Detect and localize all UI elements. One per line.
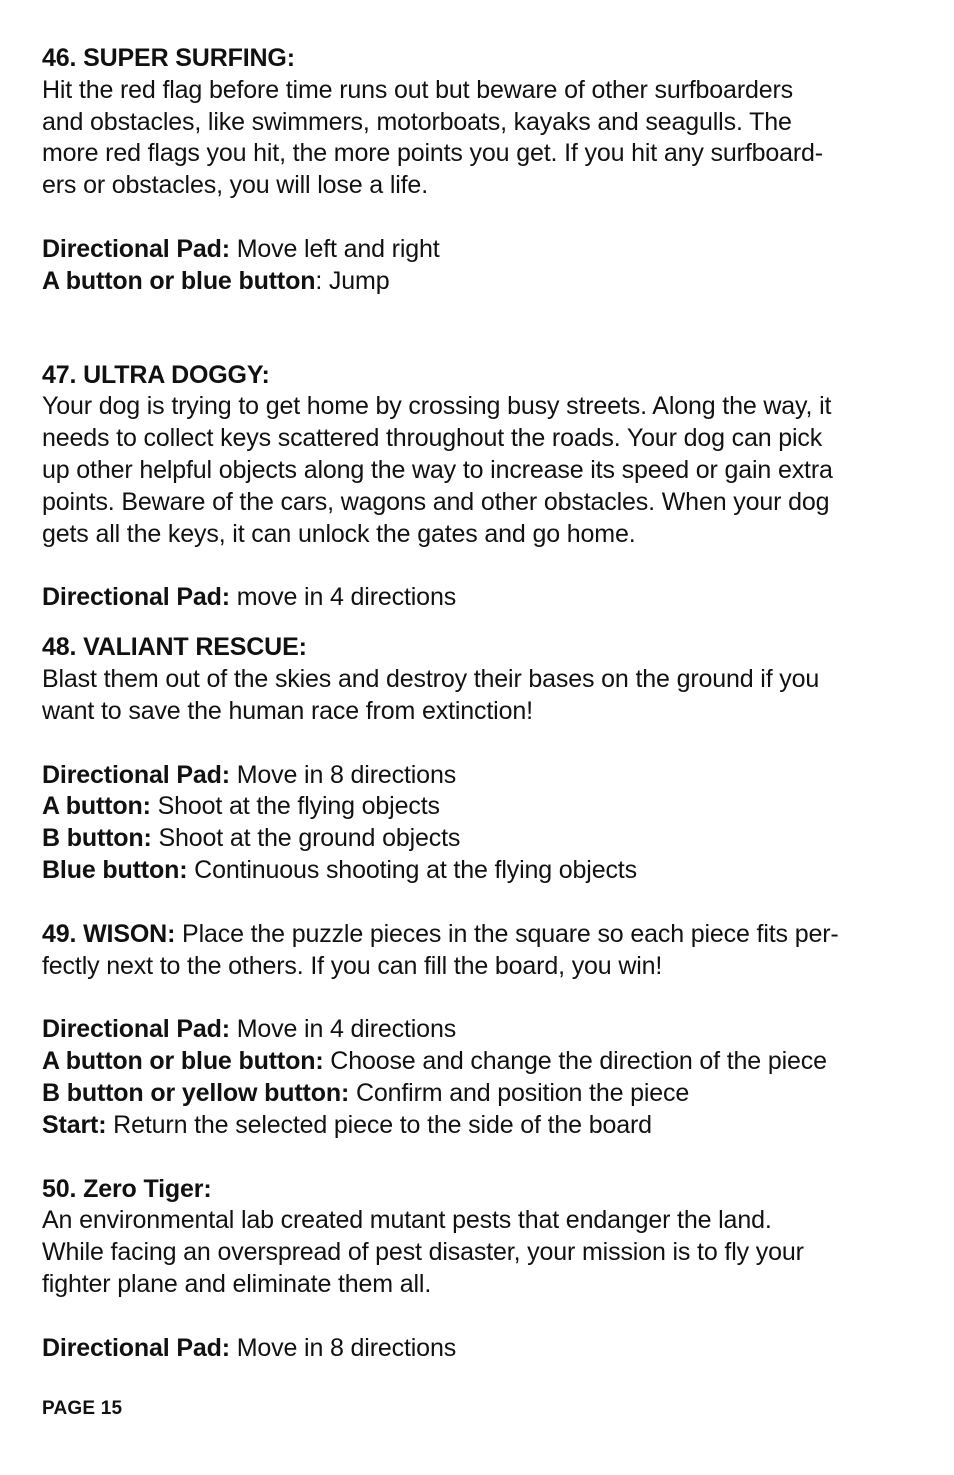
game-section-super-surfing [42,43,922,298]
description-line: Hit the red flag before time runs out but beware of other surfboarders [42,75,794,104]
description-line: Blast them out of the skies and destroy their bases on the ground if you [42,664,820,693]
control-text: move in 4 directions [229,583,457,612]
control-text: Move in 8 directions [229,1333,457,1362]
control-line [42,1333,922,1365]
description-line: While facing an overspread of pest disaster, your mission is to fly your [42,1238,804,1267]
description-line: An environmental lab created mutant pests that endanger the land. [42,1206,772,1235]
description-line [42,919,922,951]
description-line: more red flags you hit, the more points you get. If you hit any surfboard- [42,139,823,168]
game-title: 50. Zero Tiger: [42,1174,212,1203]
control-line [42,1046,922,1078]
game-title: 46. SUPER SURFING: [42,44,295,72]
control-line [42,823,922,855]
control-text: : Jump [315,266,390,295]
control-line [42,1110,922,1142]
control-label: A button or blue button [42,266,316,295]
description-text: Place the puzzle pieces in the square so each piece fits per- [175,919,839,948]
description-line: up other helpful objects along the way to increase its speed or gain extra [42,455,833,484]
control-line [42,855,922,887]
control-line [42,582,922,614]
game-section-wison [42,919,922,1142]
control-label: A button or blue button: [42,1047,324,1076]
game-title: 47. ULTRA DOGGY: [42,360,270,389]
game-section-zero-tiger [42,1174,922,1365]
control-text: Move in 4 directions [229,1015,457,1044]
description-line: gets all the keys, it can unlock the gates and go home. [42,519,636,548]
control-text: Shoot at the flying objects [150,792,440,821]
control-text: Confirm and position the piece [349,1078,690,1107]
control-label: Blue button: [42,855,188,884]
control-label: Directional Pad: [42,1333,230,1362]
description-line: points. Beware of the cars, wagons and other obstacles. When your dog [42,487,830,516]
control-text: Continuous shooting at the flying objects [187,855,637,884]
control-label: Directional Pad: [42,583,230,612]
control-label: Directional Pad: [42,760,230,789]
control-label: B button or yellow button: [42,1078,350,1107]
page-number: PAGE 15 [42,1398,123,1419]
control-line [42,791,922,823]
control-line [42,760,922,792]
description-line: Your dog is trying to get home by crossing busy streets. Along the way, it [42,392,832,421]
game-section-valiant-rescue [42,632,922,887]
description-line: fectly next to the others. If you can fill the board, you win! [42,951,663,980]
manual-page [42,43,922,1365]
control-text: Return the selected piece to the side of the board [106,1110,652,1139]
control-text: Shoot at the ground objects [151,824,461,853]
description-line: needs to collect keys scattered throughout the roads. Your dog can pick [42,424,823,453]
control-line [42,234,922,266]
control-label: Directional Pad: [42,234,230,263]
control-label: B button: [42,824,152,853]
description-line: want to save the human race from extinction! [42,696,533,725]
description-line: ers or obstacles, you will lose a life. [42,171,428,200]
game-title: 49. WISON: [42,919,176,948]
control-text: Move in 8 directions [229,760,457,789]
control-text: Choose and change the direction of the piece [323,1047,827,1076]
control-text: Move left and right [229,234,440,263]
control-line [42,1014,922,1046]
game-section-ultra-doggy [42,360,922,615]
description-line: and obstacles, like swimmers, motorboats, kayaks and seagulls. The [42,107,792,136]
control-label: Directional Pad: [42,1015,230,1044]
game-title: 48. VALIANT RESCUE: [42,633,307,662]
description-line: fighter plane and eliminate them all. [42,1269,432,1298]
control-label: Start: [42,1110,107,1139]
control-line [42,266,922,298]
control-line [42,1078,922,1110]
control-label: A button: [42,792,151,821]
